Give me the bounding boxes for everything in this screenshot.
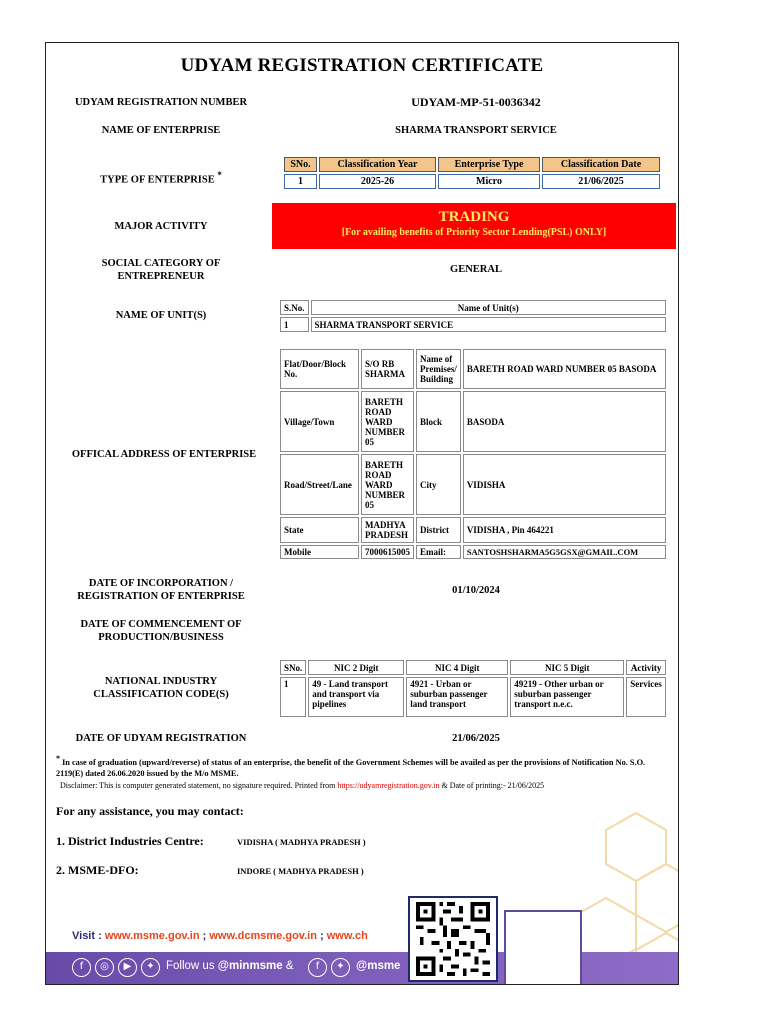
enterprise-name: SHARMA TRANSPORT SERVICE xyxy=(395,125,557,136)
social-category-label xyxy=(56,258,266,283)
address-mobile-value: 7000615005 xyxy=(361,545,414,559)
units-col-name: Name of Unit(s) xyxy=(311,300,666,315)
address-flat-label: Flat/Door/Block No. xyxy=(280,349,359,389)
major-activity-box xyxy=(272,203,676,249)
major-activity-label: MAJOR ACTIVITY xyxy=(114,221,208,232)
footnote-star: * xyxy=(56,754,60,763)
twitter-icon[interactable]: ✦ xyxy=(141,958,160,977)
type-asterisk: * xyxy=(217,170,222,180)
address-row-village xyxy=(280,391,666,452)
units-col-sno: S.No. xyxy=(280,300,309,315)
nic-col-2digit: NIC 2 Digit xyxy=(308,660,404,675)
site-link-partial[interactable]: www.ch xyxy=(326,930,368,942)
footnote xyxy=(56,753,672,779)
commencement-label-line2: PRODUCTION/BUSINESS xyxy=(98,631,224,643)
address-district-label: District xyxy=(416,517,461,543)
units-cell-sno: 1 xyxy=(280,317,309,332)
twitter-icon-2[interactable]: ✦ xyxy=(331,958,350,977)
type-col-year: Classification Year xyxy=(319,157,436,172)
major-activity-note: [For availing benefits of Priority Sector Lending(PSL) ONLY] xyxy=(341,227,607,238)
photo-frame xyxy=(504,910,582,985)
instagram-icon[interactable]: ◎ xyxy=(95,958,114,977)
contact-1-label: 1. District Industries Centre: xyxy=(56,834,204,848)
incorporation-label-line2: REGISTRATION OF ENTERPRISE xyxy=(77,590,245,602)
visit-line xyxy=(72,930,368,942)
follow-text xyxy=(166,960,294,972)
certificate-title: UDYAM REGISTRATION CERTIFICATE xyxy=(180,55,544,76)
address-village-value: BARETH ROAD WARD NUMBER 05 xyxy=(361,391,414,452)
facebook-icon-2[interactable]: f xyxy=(308,958,327,977)
address-mobile-label: Mobile xyxy=(280,545,359,559)
type-col-date: Classification Date xyxy=(542,157,660,172)
address-city-value: VIDISHA xyxy=(463,454,666,515)
address-state-label: State xyxy=(280,517,359,543)
reg-number: UDYAM-MP-51-0036342 xyxy=(411,95,541,109)
site-link-dcmsme[interactable]: www.dcmsme.gov.in xyxy=(209,930,317,942)
type-table-header xyxy=(284,157,660,172)
assist-heading: For any assistance, you may contact: xyxy=(56,804,244,818)
follow-text-2 xyxy=(356,960,400,972)
nic-table-wrap xyxy=(278,658,668,719)
address-state-value: MADHYA PRADESH xyxy=(361,517,414,543)
address-email-label: Email: xyxy=(416,545,461,559)
address-row-mobile xyxy=(280,545,666,559)
address-premises-value: BARETH ROAD WARD NUMBER 05 BASODA xyxy=(463,349,666,389)
social-category-label-line2: ENTREPRENEUR xyxy=(117,270,205,282)
footnote-text: In case of graduation (upward/reverse) of status of an enterprise, the benefit of the Government Schemes will be availed as per the provisions of Notification No. S.O. 2119(E) dated 26.06.2020 issued by the M/o MSME. xyxy=(56,757,646,778)
udyam-date-label: DATE OF UDYAM REGISTRATION xyxy=(75,733,247,744)
type-table-wrap xyxy=(282,155,662,191)
type-cell-date: 21/06/2025 xyxy=(542,174,660,189)
site-separator-1: ; xyxy=(199,930,210,942)
nic-col-5digit: NIC 5 Digit xyxy=(510,660,624,675)
address-flat-value: S/O RB SHARMA xyxy=(361,349,414,389)
visit-prefix: Visit : xyxy=(72,930,105,942)
type-col-sno: SNo. xyxy=(284,157,317,172)
incorporation-date: 01/10/2024 xyxy=(452,585,500,596)
disclaimer-link[interactable]: https://udyamregistration.gov.in xyxy=(337,781,440,790)
type-label-text: TYPE OF ENTERPRISE xyxy=(100,174,215,186)
units-table-header xyxy=(280,300,666,315)
footer-banner xyxy=(46,930,679,985)
units-table-wrap xyxy=(278,298,668,334)
nic-table-header xyxy=(280,660,666,675)
major-activity: TRADING xyxy=(438,209,510,225)
incorporation-label xyxy=(56,578,266,603)
units-table xyxy=(278,298,668,334)
type-table xyxy=(282,155,662,191)
handle-msme[interactable]: @msme xyxy=(356,960,401,972)
nic-cell-activity: Services xyxy=(626,677,666,717)
certificate-page xyxy=(45,42,679,985)
nic-label-line2: CLASSIFICATION CODE(S) xyxy=(93,688,229,700)
address-table xyxy=(278,347,668,561)
address-label: OFFICAL ADDRESS OF ENTERPRISE xyxy=(71,449,257,460)
contact-1-value: VIDISHA ( MADHYA PRADESH ) xyxy=(237,837,366,847)
qr-code xyxy=(408,896,498,982)
address-row-state xyxy=(280,517,666,543)
social-category: GENERAL xyxy=(450,264,502,275)
nic-col-activity: Activity xyxy=(626,660,666,675)
address-row-road xyxy=(280,454,666,515)
address-premises-label: Name of Premises/ Building xyxy=(416,349,461,389)
contact-2-value: INDORE ( MADHYA PRADESH ) xyxy=(237,866,364,876)
handle-minmsme[interactable]: @minmsme xyxy=(217,960,283,972)
nic-col-sno: SNo. xyxy=(280,660,306,675)
udyam-date: 21/06/2025 xyxy=(452,733,500,744)
address-block-value: BASODA xyxy=(463,391,666,452)
address-email-value: SANTOSHSHARMA5G5GSX@GMAIL.COM xyxy=(463,545,666,559)
contact-2-label: 2. MSME-DFO: xyxy=(56,863,139,877)
type-table-row xyxy=(284,174,660,189)
units-cell-name: SHARMA TRANSPORT SERVICE xyxy=(311,317,666,332)
nic-table xyxy=(278,658,668,719)
follow-prefix: Follow us xyxy=(166,960,218,972)
nic-label xyxy=(56,676,266,701)
type-cell-type: Micro xyxy=(438,174,540,189)
address-row-flat xyxy=(280,349,666,389)
reg-number-label: UDYAM REGISTRATION NUMBER xyxy=(74,97,248,108)
commencement-label-line1: DATE OF COMMENCEMENT OF xyxy=(80,619,242,630)
disclaimer-post: & Date of printing:- 21/06/2025 xyxy=(439,781,545,790)
units-table-row xyxy=(280,317,666,332)
address-district-value: VIDISHA , Pin 464221 xyxy=(463,517,666,543)
address-table-wrap xyxy=(278,347,668,561)
youtube-icon[interactable]: ▶ xyxy=(118,958,137,977)
address-block-label: Block xyxy=(416,391,461,452)
type-label xyxy=(56,169,266,187)
address-village-label: Village/Town xyxy=(280,391,359,452)
facebook-icon[interactable]: f xyxy=(72,958,91,977)
site-separator-2: ; xyxy=(316,930,327,942)
address-city-label: City xyxy=(416,454,461,515)
nic-cell-2digit: 49 - Land transport and transport via pipelines xyxy=(308,677,404,717)
disclaimer xyxy=(60,781,676,790)
nic-cell-5digit: 49219 - Other urban or suburban passenger transport n.e.c. xyxy=(510,677,624,717)
follow-amp: & xyxy=(282,960,294,972)
address-road-label: Road/Street/Lane xyxy=(280,454,359,515)
incorporation-label-line1: DATE OF INCORPORATION / xyxy=(88,578,234,589)
type-cell-year: 2025-26 xyxy=(319,174,436,189)
address-road-value: BARETH ROAD WARD NUMBER 05 xyxy=(361,454,414,515)
enterprise-name-label: NAME OF ENTERPRISE xyxy=(101,125,221,136)
social-category-label-line1: SOCIAL CATEGORY OF xyxy=(101,258,221,269)
follow-bar xyxy=(46,952,679,985)
nic-cell-sno: 1 xyxy=(280,677,306,717)
site-link-msme[interactable]: www.msme.gov.in xyxy=(104,930,200,942)
type-cell-sno: 1 xyxy=(284,174,317,189)
nic-label-line1: NATIONAL INDUSTRY xyxy=(104,676,218,687)
type-col-type: Enterprise Type xyxy=(438,157,540,172)
units-label: NAME OF UNIT(S) xyxy=(115,310,207,321)
commencement-label xyxy=(56,619,266,644)
nic-table-row xyxy=(280,677,666,717)
nic-cell-4digit: 4921 - Urban or suburban passenger land transport xyxy=(406,677,508,717)
disclaimer-pre: Disclaimer: This is computer generated statement, no signature required. Printed from xyxy=(60,781,338,790)
nic-col-4digit: NIC 4 Digit xyxy=(406,660,508,675)
